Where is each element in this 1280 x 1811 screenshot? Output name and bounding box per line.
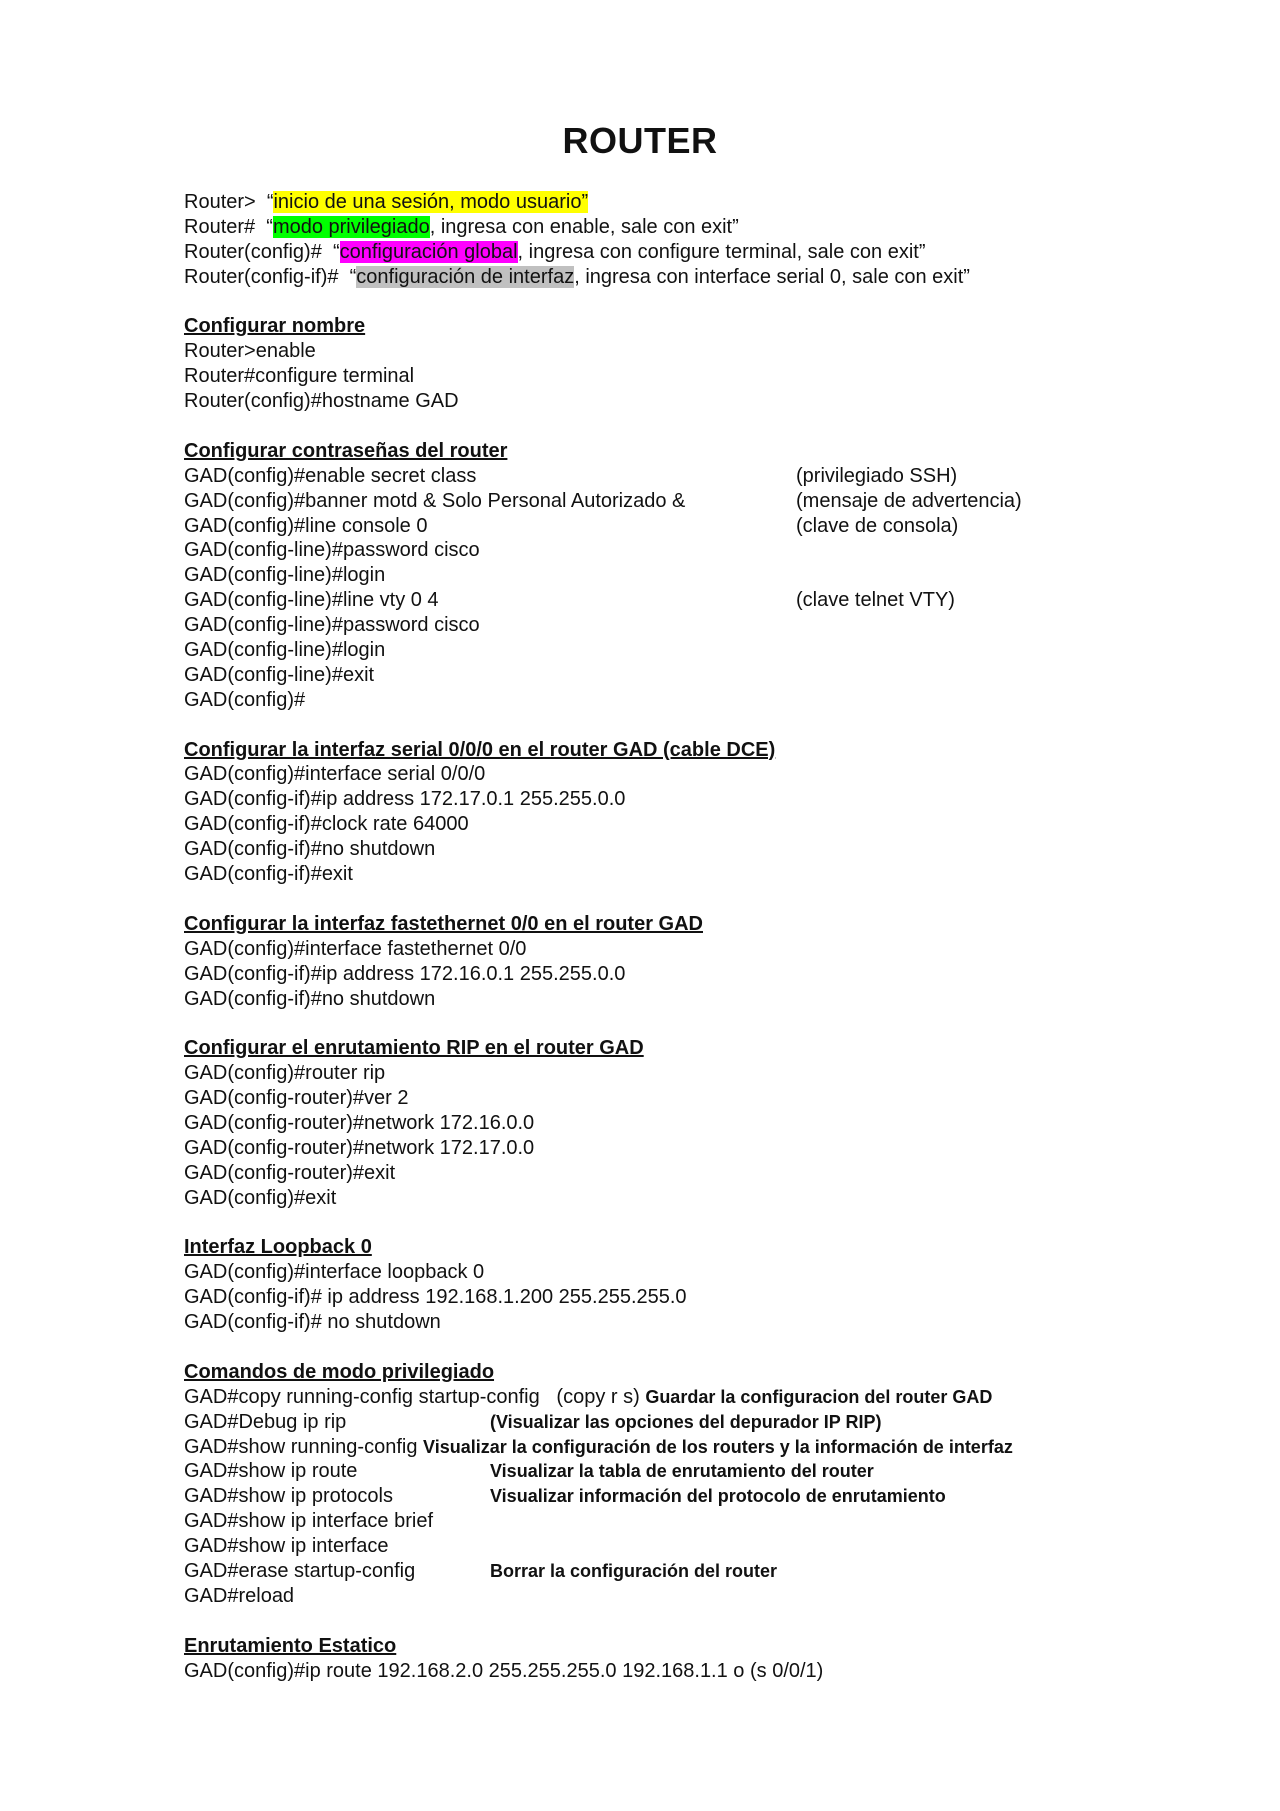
command-row bbox=[184, 588, 1184, 613]
command-line: GAD(config-router)#network 172.16.0.0 bbox=[184, 1111, 535, 1134]
command-text: GAD#show running-config bbox=[184, 1435, 424, 1458]
command-row bbox=[184, 563, 1184, 588]
command-text: GAD(config-line)#exit bbox=[184, 663, 375, 686]
command-text: GAD(config)#banner motd & Solo Personal Autorizado & bbox=[184, 489, 686, 512]
command-line: GAD(config-router)#exit bbox=[184, 1161, 396, 1184]
command-note: (clave de consola) bbox=[796, 514, 959, 537]
command-text: GAD#copy running-config startup-config (copy r s) bbox=[184, 1385, 646, 1408]
command-text: GAD#show ip interface brief bbox=[184, 1510, 434, 1533]
command-row bbox=[184, 663, 1184, 688]
command-line: GAD(config-if)#ip address 172.16.0.1 255.255.0.0 bbox=[184, 962, 626, 985]
command-text: GAD#show ip interface bbox=[184, 1535, 389, 1558]
spacer bbox=[184, 414, 1184, 439]
command-row bbox=[184, 1435, 1184, 1460]
section-heading-serial: Configurar la interfaz serial 0/0/0 en el router GAD (cable DCE) bbox=[184, 738, 776, 761]
mode-line-privileged bbox=[184, 215, 1184, 240]
command-note: Visualizar la configuración de los routers y la información de interfaz bbox=[423, 1436, 1013, 1457]
command-row bbox=[184, 1459, 1184, 1484]
command-line: GAD(config)#interface serial 0/0/0 bbox=[184, 763, 486, 786]
command-row bbox=[184, 1534, 1184, 1559]
command-line: GAD(config-if)#no shutdown bbox=[184, 987, 436, 1010]
section-heading-estatico: Enrutamiento Estatico bbox=[184, 1634, 397, 1657]
mode-highlight-yellow: inicio de una sesión, modo usuario” bbox=[273, 191, 589, 213]
command-line: GAD(config-if)#exit bbox=[184, 863, 353, 886]
mode-line-user bbox=[184, 190, 1184, 215]
command-note: (privilegiado SSH) bbox=[796, 464, 958, 487]
section-heading-contrasenas: Configurar contraseñas del router bbox=[184, 439, 508, 462]
command-text: GAD(config)# bbox=[184, 688, 306, 711]
section-heading-nombre: Configurar nombre bbox=[184, 315, 366, 338]
command-text: GAD(config-line)#password cisco bbox=[184, 539, 480, 562]
mode-prefix: Router# “ bbox=[184, 215, 273, 238]
command-note: Visualizar la tabla de enrutamiento del router bbox=[490, 1461, 874, 1482]
command-text: GAD#show ip route bbox=[184, 1460, 358, 1483]
mode-suffix: , ingresa con configure terminal, sale con exit” bbox=[517, 240, 926, 263]
spacer bbox=[184, 1335, 1184, 1360]
command-line: Router>enable bbox=[184, 340, 316, 363]
command-row bbox=[184, 613, 1184, 638]
command-text: GAD#reload bbox=[184, 1584, 295, 1607]
command-note: (mensaje de advertencia) bbox=[796, 489, 1022, 512]
command-line: GAD(config)#router rip bbox=[184, 1062, 386, 1085]
command-line: Router#configure terminal bbox=[184, 365, 415, 388]
command-line: GAD(config-router)#ver 2 bbox=[184, 1087, 409, 1110]
command-line: GAD(config-if)#clock rate 64000 bbox=[184, 813, 469, 836]
command-note: (clave telnet VTY) bbox=[796, 589, 955, 612]
command-text: GAD(config-line)#login bbox=[184, 639, 386, 662]
command-line: GAD(config)#interface fastethernet 0/0 bbox=[184, 937, 527, 960]
mode-prefix: Router> “ bbox=[184, 191, 274, 213]
command-text: GAD#show ip protocols bbox=[184, 1485, 393, 1508]
command-text: GAD#Debug ip rip bbox=[184, 1410, 347, 1433]
spacer bbox=[184, 1011, 1184, 1036]
command-note: Borrar la configuración del router bbox=[490, 1560, 778, 1581]
command-line: GAD(config)#exit bbox=[184, 1186, 337, 1209]
mode-highlight-green: modo privilegiado bbox=[272, 215, 430, 238]
document-body bbox=[184, 190, 1184, 1683]
mode-prefix: Router(config)# “ bbox=[184, 240, 340, 263]
spacer bbox=[184, 1609, 1184, 1634]
command-text: GAD(config-line)#password cisco bbox=[184, 614, 480, 637]
command-note: Guardar la configuracion del router GAD bbox=[645, 1386, 993, 1407]
command-text-with-note bbox=[184, 1435, 1013, 1460]
page-title: ROUTER bbox=[562, 120, 718, 161]
command-note: (Visualizar las opciones del depurador IP RIP) bbox=[490, 1411, 882, 1432]
command-row bbox=[184, 1559, 1184, 1584]
command-line: GAD(config-if)# ip address 192.168.1.200 255.255.255.0 bbox=[184, 1286, 687, 1309]
section-heading-fastethernet: Configurar la interfaz fastethernet 0/0 en el router GAD bbox=[184, 912, 703, 935]
command-row bbox=[184, 1484, 1184, 1509]
command-row bbox=[184, 489, 1184, 514]
spacer bbox=[184, 887, 1184, 912]
command-row bbox=[184, 1584, 1184, 1609]
spacer bbox=[184, 290, 1184, 315]
command-line: Router(config)#hostname GAD bbox=[184, 390, 459, 413]
mode-highlight-gray: configuración de interfaz bbox=[356, 265, 575, 288]
mode-highlight-magenta: configuración global bbox=[339, 240, 518, 263]
command-row bbox=[184, 464, 1184, 489]
command-text: GAD(config)#line console 0 bbox=[184, 514, 428, 537]
command-note: Visualizar información del protocolo de enrutamiento bbox=[490, 1486, 946, 1507]
mode-prefix: Router(config-if)# “ bbox=[184, 265, 357, 288]
command-text-with-note bbox=[184, 1385, 992, 1410]
command-text: GAD#erase startup-config bbox=[184, 1559, 416, 1582]
section-heading-rip: Configurar el enrutamiento RIP en el router GAD bbox=[184, 1037, 644, 1060]
command-row bbox=[184, 514, 1184, 539]
command-line: GAD(config-if)#no shutdown bbox=[184, 838, 436, 861]
command-row bbox=[184, 1385, 1184, 1410]
command-row bbox=[184, 638, 1184, 663]
mode-suffix: , ingresa con enable, sale con exit” bbox=[429, 215, 739, 238]
command-line: GAD(config-if)# no shutdown bbox=[184, 1311, 441, 1334]
command-row bbox=[184, 1509, 1184, 1534]
section-heading-privilegiado: Comandos de modo privilegiado bbox=[184, 1360, 495, 1383]
mode-suffix: , ingresa con interface serial 0, sale con exit” bbox=[574, 265, 970, 288]
command-text: GAD(config-line)#login bbox=[184, 564, 386, 587]
command-line: GAD(config)#interface loopback 0 bbox=[184, 1261, 485, 1284]
command-line: GAD(config-if)#ip address 172.17.0.1 255.255.0.0 bbox=[184, 788, 626, 811]
command-row bbox=[184, 1410, 1184, 1435]
command-text: GAD(config-line)#line vty 0 4 bbox=[184, 589, 439, 612]
spacer bbox=[184, 1211, 1184, 1236]
command-row bbox=[184, 688, 1184, 713]
spacer bbox=[184, 713, 1184, 738]
mode-line-interface bbox=[184, 265, 1184, 290]
command-text: GAD(config)#enable secret class bbox=[184, 464, 477, 487]
section-heading-loopback: Interfaz Loopback 0 bbox=[184, 1236, 372, 1259]
command-row bbox=[184, 538, 1184, 563]
command-line: GAD(config-router)#network 172.17.0.0 bbox=[184, 1136, 535, 1159]
mode-line-global bbox=[184, 240, 1184, 265]
command-line: GAD(config)#ip route 192.168.2.0 255.255.255.0 192.168.1.1 o (s 0/0/1) bbox=[184, 1659, 824, 1682]
